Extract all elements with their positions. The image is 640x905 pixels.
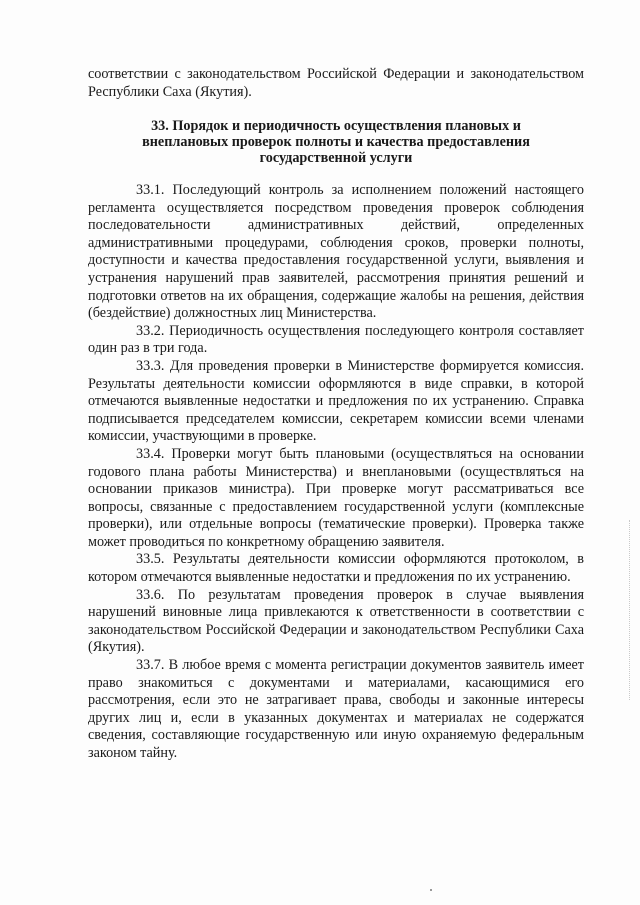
body-text	[88, 182, 584, 763]
paragraph-33-4: 33.4. Проверки могут быть плановыми (осуществляться на основании годового плана работы Министерства) и внеплановыми (осуществляться на основании приказов министра). При проверке могут рассматриваться все вопросы, связанные с предоставлением государственной услуги (комплексные проверки), или отдельные вопросы (тематические проверки). Проверка также может проводиться по конкретному обращению заявителя.	[88, 445, 584, 550]
intro-block	[88, 66, 584, 101]
paragraph-33-1: 33.1. Последующий контроль за исполнением положений настоящего регламента осуществляется посредством проведения проверок соблюдения последовательности административных действий, определенных административными процедурами, соблюдения сроков, проверки полноты, доступности и качества предоставления государственной услуги, выявления и устранения нарушений прав заявителей, рассмотрения принятия решений и подготовки ответов на их обращения, содержащие жалобы на решения, действия (бездействие) должностных лиц Министерства.	[88, 182, 584, 322]
intro-paragraph: соответствии с законодательством Российской Федерации и законодательством Республики Саха (Якутия).	[88, 66, 584, 100]
section-heading: 33. Порядок и периодичность осуществления плановых и внеплановых проверок полноты и качества предоставления государственной услуги	[142, 118, 530, 166]
paragraph-33-3: 33.3. Для проведения проверки в Министерстве формируется комиссия. Результаты деятельности комиссии оформляются в виде справки, в которой отмечаются выявленные недостатки и предложения по их устранению. Справка подписывается председателем комиссии, секретарем комиссии всеми членами комиссии, участвующими в проверке.	[88, 357, 584, 445]
paragraph-33-5: 33.5. Результаты деятельности комиссии оформляются протоколом, в котором отмечаются выявленные недостатки и предложения по их устранению.	[88, 551, 584, 586]
scan-edge-mark	[629, 520, 632, 700]
paragraph-33-7: 33.7. В любое время с момента регистрации документов заявитель имеет право знакомиться с документами и материалами, касающимися его рассмотрения, если это не затрагивает права, свободы и законные интересы других лиц и, если в указанных документах и материалах не содержатся сведения, составляющие государственную или иную охраняемую федеральным законом тайну.	[88, 657, 584, 761]
paragraph-33-2: 33.2. Периодичность осуществления последующего контроля составляет один раз в три года.	[88, 322, 584, 357]
paragraph-33-6: 33.6. По результатам проведения проверок в случае выявления нарушений виновные лица привлекаются к ответственности в соответствии с законодательством Российской Федерации и законодательством Республики Саха (Якутия).	[88, 586, 584, 656]
scan-dot-mark	[430, 889, 432, 891]
